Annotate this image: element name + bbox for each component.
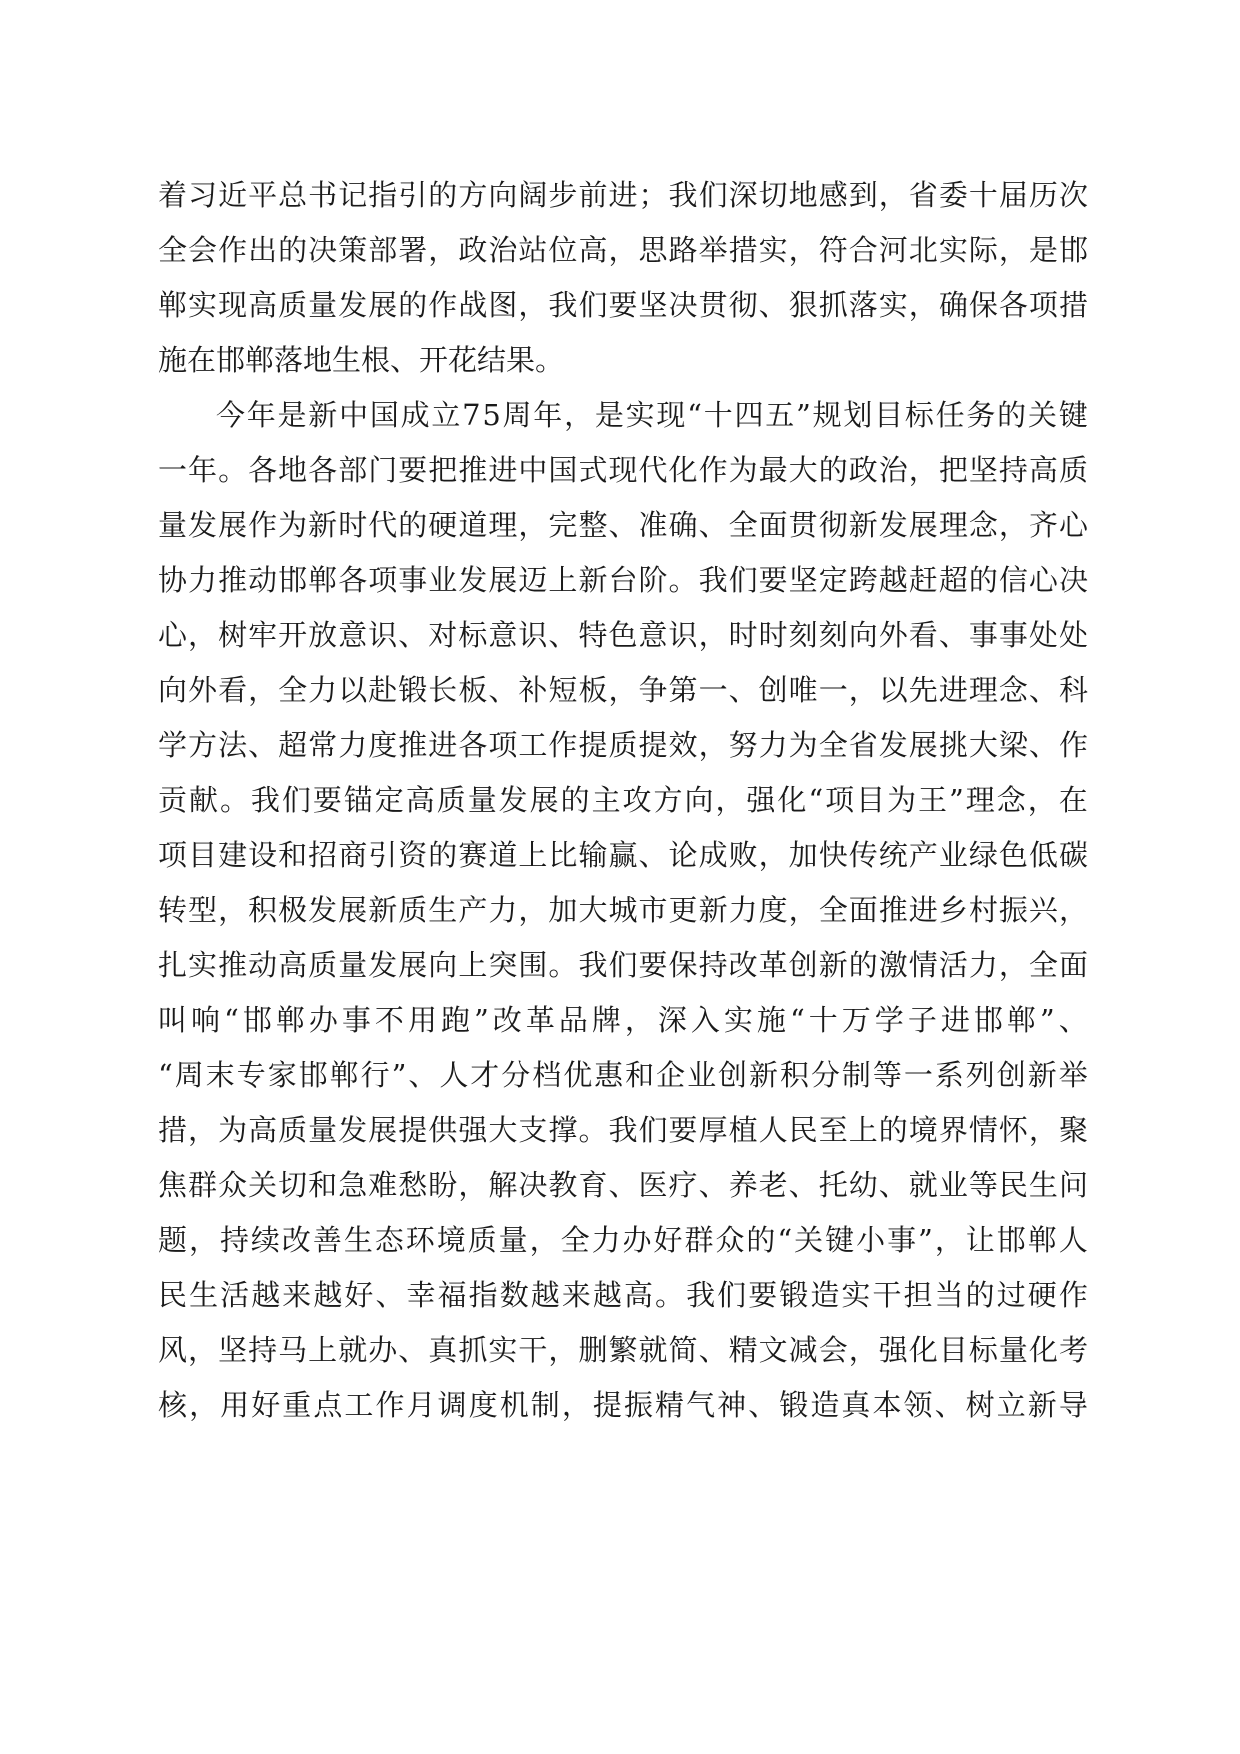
paragraph-line: 学 方 法 、 超 常 力 度 推 进 各 项 工 作 提 质 提 效 ， 努 力 为 全 省 发 展 挑 大 梁 、 作 (158, 728, 1088, 762)
paragraph-line: 全 会 作 出 的 决 策 部 署 ， 政 治 站 位 高 ， 思 路 举 措 实 ， 符 合 河 北 实 际 ， 是 邯 (158, 233, 1088, 267)
paragraph-line: 施在邯郸落地生根、开花结果。 (158, 343, 565, 377)
body-text (158, 168, 1088, 1433)
paragraph-line: 核 ， 用 好 重 点 工 作 月 调 度 机 制 ， 提 振 精 气 神 、 锻 造 真 本 领 、 树 立 新 导 (158, 1388, 1088, 1422)
paragraph-line: 焦 群 众 关 切 和 急 难 愁 盼 ， 解 决 教 育 、 医 疗 、 养 老 、 托 幼 、 就 业 等 民 生 问 (158, 1168, 1088, 1202)
paragraph-line: “ 周 末 专 家 邯 郸 行 ” 、 人 才 分 档 优 惠 和 企 业 创 新 积 分 制 等 一 系 列 创 新 举 (158, 1058, 1088, 1092)
paragraph-line: 一 年 。 各 地 各 部 门 要 把 推 进 中 国 式 现 代 化 作 为 最 大 的 政 治 ， 把 坚 持 高 质 (158, 453, 1088, 487)
paragraph-line: 心 ， 树 牢 开 放 意 识 、 对 标 意 识 、 特 色 意 识 ， 时 时 刻 刻 向 外 看 、 事 事 处 处 (158, 618, 1088, 652)
paragraph-line: 扎 实 推 动 高 质 量 发 展 向 上 突 围 。 我 们 要 保 持 改 革 创 新 的 激 情 活 力 ， 全 面 (158, 948, 1088, 982)
paragraph-line: 转 型 ， 积 极 发 展 新 质 生 产 力 ， 加 大 城 市 更 新 力 度 ， 全 面 推 进 乡 村 振 兴 ， (158, 893, 1088, 927)
paragraph-line: 郸 实 现 高 质 量 发 展 的 作 战 图 ， 我 们 要 坚 决 贯 彻 、 狠 抓 落 实 ， 确 保 各 项 措 (158, 288, 1088, 322)
paragraph-line: 民 生 活 越 来 越 好 、 幸 福 指 数 越 来 越 高 。 我 们 要 锻 造 实 干 担 当 的 过 硬 作 (158, 1278, 1088, 1312)
paragraph-line: 协 力 推 动 邯 郸 各 项 事 业 发 展 迈 上 新 台 阶 。 我 们 要 坚 定 跨 越 赶 超 的 信 心 决 (158, 563, 1088, 597)
paragraph-line: 项 目 建 设 和 招 商 引 资 的 赛 道 上 比 输 赢 、 论 成 败 ， 加 快 传 统 产 业 绿 色 低 碳 (158, 838, 1088, 872)
paragraph-line: 向 外 看 ， 全 力 以 赴 锻 长 板 、 补 短 板 ， 争 第 一 、 创 唯 一 ， 以 先 进 理 念 、 科 (158, 673, 1088, 707)
paragraph-line: 着 习 近 平 总 书 记 指 引 的 方 向 阔 步 前 进 ； 我 们 深 切 地 感 到 ， 省 委 十 届 历 次 (158, 178, 1088, 212)
paragraph-line: 量 发 展 作 为 新 时 代 的 硬 道 理 ， 完 整 、 准 确 、 全 面 贯 彻 新 发 展 理 念 ， 齐 心 (158, 508, 1088, 542)
paragraph-line: 贡 献 。 我 们 要 锚 定 高 质 量 发 展 的 主 攻 方 向 ， 强 化 “ 项 目 为 王 ” 理 念 ， 在 (158, 783, 1088, 817)
paragraph-first-line: 今 年 是 新 中 国 成 立 7 5 周 年 ， 是 实 现 “ 十 四 五 ” 规 划 目 标 任 务 的 关 键 (216, 398, 1088, 432)
paragraph-line: 措 ， 为 高 质 量 发 展 提 供 强 大 支 撑 。 我 们 要 厚 植 人 民 至 上 的 境 界 情 怀 ， 聚 (158, 1113, 1088, 1147)
paragraph-line: 题 ， 持 续 改 善 生 态 环 境 质 量 ， 全 力 办 好 群 众 的 “ 关 键 小 事 ” ， 让 邯 郸 人 (158, 1223, 1088, 1257)
paragraph-line: 叫 响 “ 邯 郸 办 事 不 用 跑 ” 改 革 品 牌 ， 深 入 实 施 “ 十 万 学 子 进 邯 郸 ” 、 (158, 1003, 1088, 1037)
paragraph-line: 风 ， 坚 持 马 上 就 办 、 真 抓 实 干 ， 删 繁 就 简 、 精 文 减 会 ， 强 化 目 标 量 化 考 (158, 1333, 1088, 1367)
